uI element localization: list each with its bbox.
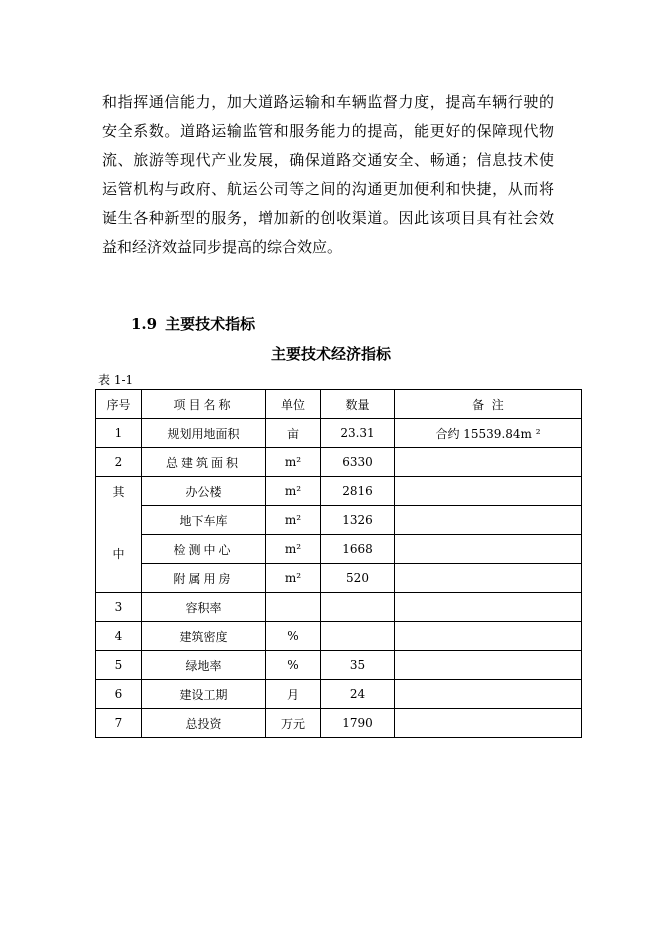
header-note: 备 注 [395, 390, 582, 419]
cell-note: 合约 15539.84m ² [395, 419, 582, 448]
cell-name: 附属用房 [142, 564, 266, 593]
cell-qty: 1668 [321, 535, 395, 564]
technical-indicators-table [95, 389, 582, 738]
header-qty: 数量 [321, 390, 395, 419]
cell-unit [266, 593, 321, 622]
cell-note [395, 709, 582, 738]
cell-note [395, 448, 582, 477]
section-number: 1.9 [131, 315, 158, 333]
cell-name: 建设工期 [142, 680, 266, 709]
cell-unit: % [266, 651, 321, 680]
cell-note [395, 622, 582, 651]
cell-name: 地下车库 [142, 506, 266, 535]
table-row [96, 477, 582, 506]
cell-note [395, 593, 582, 622]
cell-name: 办公楼 [142, 477, 266, 506]
cell-unit: m² [266, 535, 321, 564]
table-title: 主要技术经济指标 [270, 345, 391, 363]
cell-seq: 6 [96, 680, 142, 709]
cell-seq: 7 [96, 709, 142, 738]
cell-name: 容积率 [142, 593, 266, 622]
cell-qty: 2816 [321, 477, 395, 506]
table-row [96, 564, 582, 593]
section-title: 主要技术指标 [165, 315, 256, 333]
cell-name: 绿地率 [142, 651, 266, 680]
paragraph-line: 安全系数。道路运输监管和服务能力的提高，能更好的保障现代物 [102, 122, 554, 140]
paragraph-line: 诞生各种新型的服务，增加新的创收渠道。因此该项目具有社会效 [102, 209, 554, 227]
cell-qty: 23.31 [321, 419, 395, 448]
cell-qty: 1326 [321, 506, 395, 535]
merged-label-bottom: 中 [112, 547, 125, 561]
table-row [96, 709, 582, 738]
table-row [96, 680, 582, 709]
merged-label-top: 其 [112, 485, 125, 499]
cell-seq: 4 [96, 622, 142, 651]
cell-seq: 1 [96, 419, 142, 448]
cell-unit: m² [266, 448, 321, 477]
cell-qty: 35 [321, 651, 395, 680]
cell-unit: % [266, 622, 321, 651]
cell-qty [321, 622, 395, 651]
cell-name: 规划用地面积 [142, 419, 266, 448]
cell-name: 检测中心 [142, 535, 266, 564]
cell-note [395, 680, 582, 709]
cell-note [395, 477, 582, 506]
table-row [96, 651, 582, 680]
cell-qty: 1790 [321, 709, 395, 738]
cell-note [395, 651, 582, 680]
table-row [96, 535, 582, 564]
cell-qty: 6330 [321, 448, 395, 477]
cell-name: 总投资 [142, 709, 266, 738]
header-seq: 序号 [96, 390, 142, 419]
header-unit: 单位 [266, 390, 321, 419]
table-row [96, 593, 582, 622]
cell-unit: m² [266, 477, 321, 506]
cell-note [395, 535, 582, 564]
table-row [96, 448, 582, 477]
header-name: 项目名称 [142, 390, 266, 419]
cell-note [395, 564, 582, 593]
cell-unit: m² [266, 564, 321, 593]
cell-seq: 2 [96, 448, 142, 477]
paragraph-line: 和指挥通信能力，加大道路运输和车辆监督力度，提高车辆行驶的 [102, 93, 554, 111]
cell-unit: 月 [266, 680, 321, 709]
cell-name: 建筑密度 [142, 622, 266, 651]
paragraph-line: 流、旅游等现代产业发展，确保道路交通安全、畅通；信息技术使 [102, 151, 554, 169]
paragraph-line: 运管机构与政府、航运公司等之间的沟通更加便利和快捷，从而将 [102, 180, 554, 198]
cell-unit: m² [266, 506, 321, 535]
merged-subitem-cell [96, 477, 142, 593]
cell-seq: 3 [96, 593, 142, 622]
table-row [96, 419, 582, 448]
paragraph-line-last: 益和经济效益同步提高的综合效应。 [102, 238, 343, 256]
cell-qty [321, 593, 395, 622]
cell-unit: 亩 [266, 419, 321, 448]
cell-note [395, 506, 582, 535]
body-paragraph [102, 88, 554, 262]
cell-name: 总建筑面积 [142, 448, 266, 477]
cell-qty: 24 [321, 680, 395, 709]
table-label: 表 1-1 [98, 373, 134, 387]
cell-qty: 520 [321, 564, 395, 593]
section-heading [131, 313, 255, 335]
table-row [96, 622, 582, 651]
cell-seq: 5 [96, 651, 142, 680]
table-header-row [96, 390, 582, 419]
cell-unit: 万元 [266, 709, 321, 738]
table-row [96, 506, 582, 535]
